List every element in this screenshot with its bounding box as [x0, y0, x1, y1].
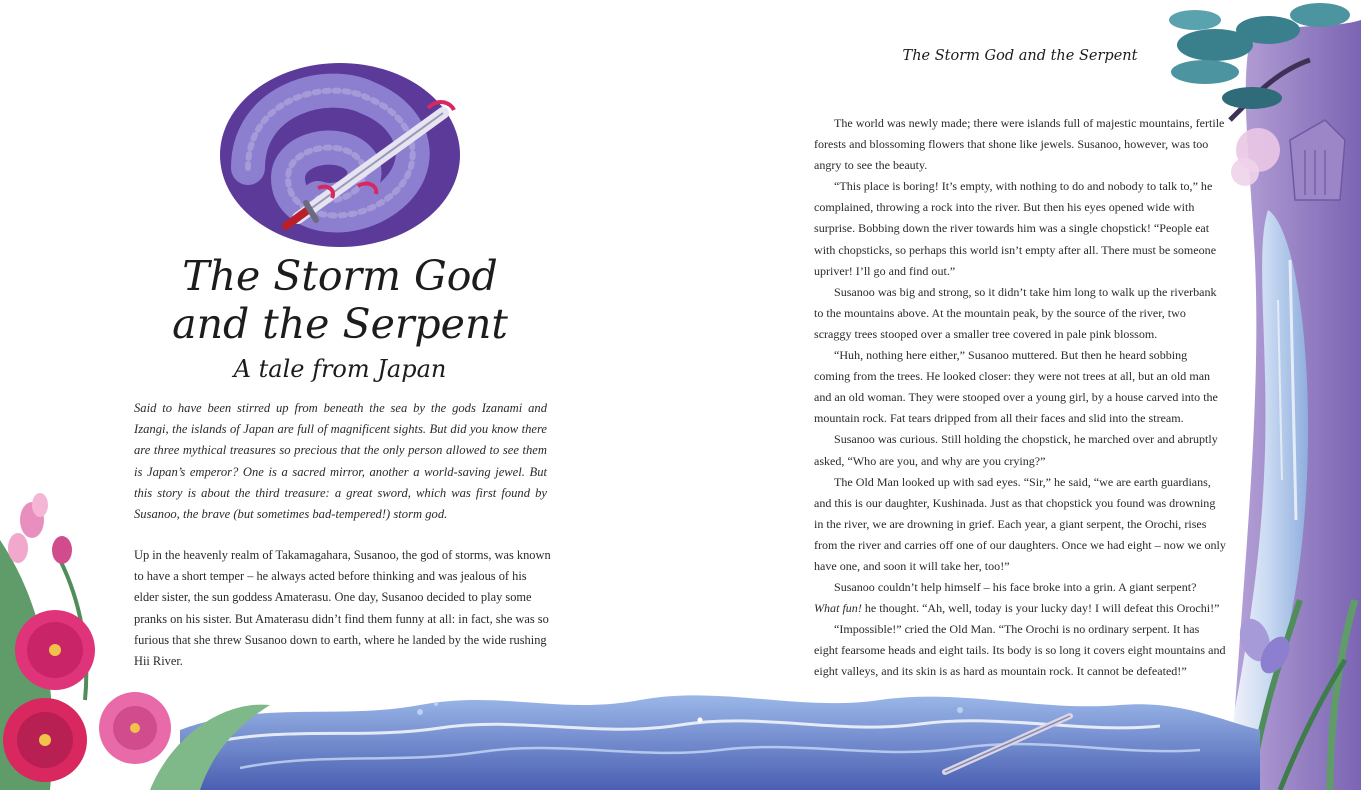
body-paragraph: The Old Man looked up with sad eyes. “Sir,” he said, “we are earth guardians, and this is our daughter, Kushinada. Just as that chopstick you found was drowning in the river, we are drowning in grief. Each year, a giant serpent, the Orochi, rises from the river and carries off one of our daughters. Once we had eight – now we only have one, and soon it will take her, too!” — [814, 474, 1226, 573]
paragraph-text: Susanoo couldn’t help himself – his face broke into a grin. A giant serpent? — [834, 580, 1197, 595]
italic-exclamation: What fun! — [814, 601, 862, 616]
body-paragraph: “Huh, nothing here either,” Susanoo muttered. But then he heard sobbing coming from the trees. He looked closer: they were not trees at all, but an old man and an old woman. They were stooped over a young girl, by a house carved into the mountain rock. Fat tears dripped from all their faces and slid into the stream. — [814, 348, 1218, 426]
story-title — [130, 252, 550, 348]
story-subtitle: A tale from Japan — [233, 355, 447, 383]
body-paragraph: Susanoo was curious. Still holding the chopstick, he marched over and abruptly asked, “Who are you, and why are you crying?” — [814, 432, 1218, 468]
story-title-line-2: and the Serpent — [172, 300, 508, 348]
intro-paragraph: Said to have been stirred up from beneath the sea by the gods Izanami and Izangi, the islands of Japan are full of magnificent sights. But did you know there are three mythical treasures so precious that the only person allowed to see them is Japan’s emperor? One is a sacred mirror, another a world-saving jewel. But this story is about the third treasure: a great sword, which was first found by Susanoo, the brave (but sometimes bad-tempered!) storm god. — [134, 401, 547, 522]
body-paragraph: Up in the heavenly realm of Takamagahara, Susanoo, the god of storms, was known to have a short temper – he always acted before thinking and was jealous of his elder sister, the sun goddess Amaterasu. One day, Susanoo decided to play some pranks on his sister. But Amaterasu didn’t find them funny at all: in fact, she was so furious that she threw Susanoo down to earth, where he landed by the wide rushing Hii River. — [134, 548, 551, 669]
left-page-body — [134, 545, 554, 672]
body-paragraph: Susanoo was big and strong, so it didn’t take him long to walk up the riverbank to the mountains above. At the mountain peak, by the source of the river, two scraggy trees stooped over a smaller tree covered in pale pink blossom. — [814, 284, 1217, 341]
body-paragraph: “Impossible!” cried the Old Man. “The Orochi is no ordinary serpent. It has eight fearsome heads and eight tails. Its body is so long it covers eight mountains and eight valleys, and its skin is as hard as mountain rock. It cannot be defeated!” — [814, 622, 1226, 679]
paragraph-text-after: he thought. “Ah, well, today is your lucky day! I will defeat this Orochi!” — [861, 601, 1220, 616]
body-paragraph: The world was newly made; there were islands full of majestic mountains, fertile forests and blossoming flowers that shone like jewels. Susanoo, however, was too angry to see the beauty. — [814, 116, 1225, 173]
body-paragraph: “This place is boring! It’s empty, with nothing to do and nobody to talk to,” he complained, throwing a rock into the river. But then his eyes opened wide with surprise. Bobbing down the river towards him was a single chopstick! “People eat with chopsticks, so perhaps this world isn’t empty after all. There must be someone upriver! I’ll go and find out.” — [814, 179, 1217, 278]
serpent-and-sword-illustration — [218, 58, 468, 253]
story-title-line-1: The Storm God — [182, 252, 498, 300]
body-paragraph-mixed — [814, 577, 1226, 619]
running-head: The Storm God and the Serpent — [902, 48, 1138, 64]
sea-waves-illustration — [180, 695, 1260, 790]
right-page-body — [814, 113, 1226, 683]
